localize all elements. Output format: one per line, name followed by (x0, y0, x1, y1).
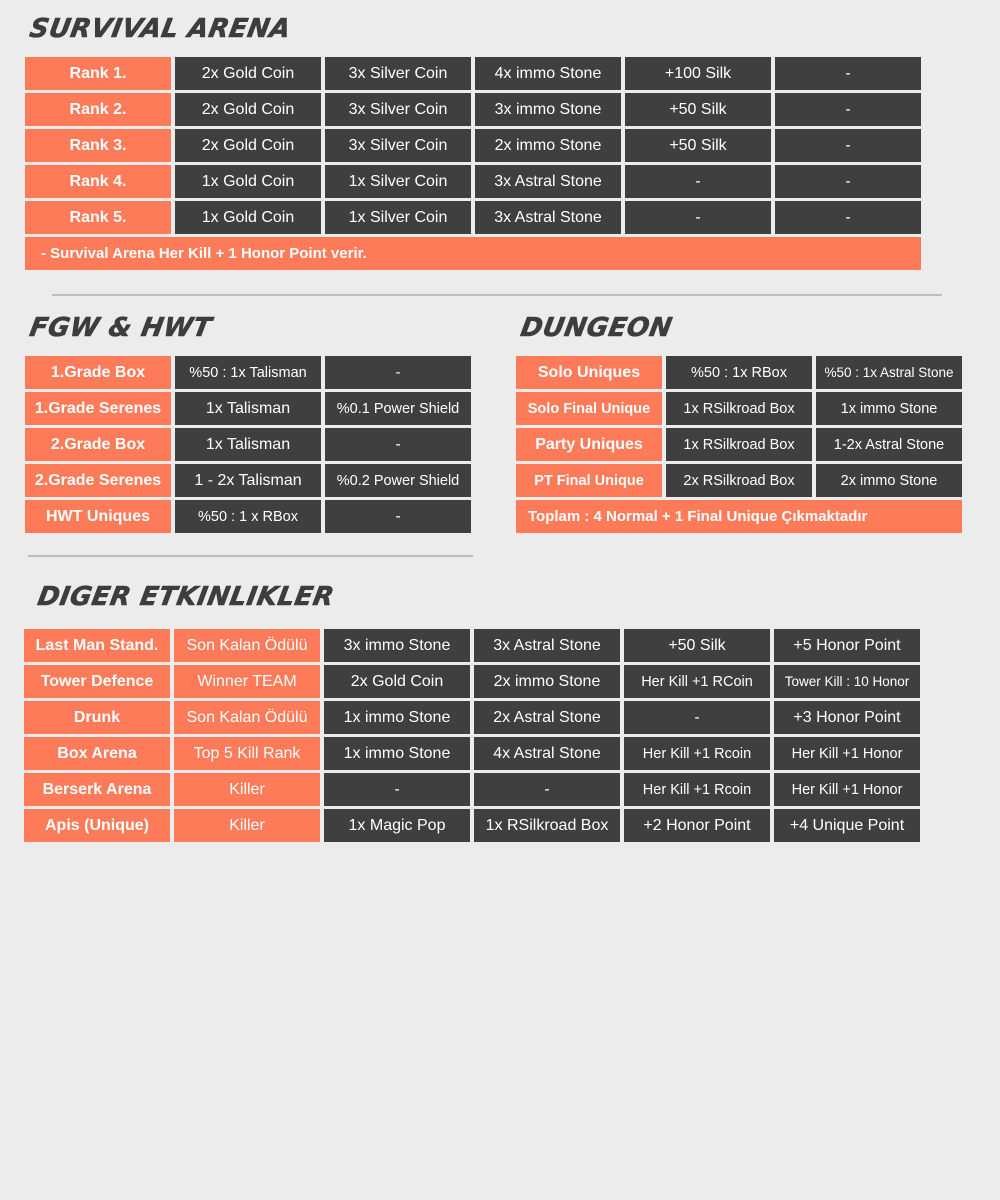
fgw-drop-chance: %50 : 1 x RBox (175, 500, 321, 533)
event-reward-3: Her Kill +1 RCoin (624, 665, 770, 698)
event-reward-1: - (324, 773, 470, 806)
reward-silver-coin: 3x Silver Coin (325, 129, 471, 162)
fgw-drop-extra: - (325, 356, 471, 389)
event-row-box-arena (24, 737, 924, 770)
dungeon-row (516, 356, 966, 389)
fgw-hwt-title: FGW & HWT (27, 313, 214, 343)
reward-stone: 3x immo Stone (475, 93, 621, 126)
reward-gold-coin: 2x Gold Coin (175, 57, 321, 90)
dungeon-table (516, 356, 966, 533)
reward-silk: +50 Silk (625, 93, 771, 126)
reward-extra: - (775, 165, 921, 198)
survival-rank-3-row (25, 129, 925, 162)
dungeon-row (516, 464, 966, 497)
dungeon-unique-label: Solo Final Unique (516, 392, 662, 425)
rank-label: Rank 5. (25, 201, 171, 234)
dungeon-drop-2: 1x immo Stone (816, 392, 962, 425)
dungeon-row (516, 428, 966, 461)
event-reward-4: +4 Unique Point (774, 809, 920, 842)
reward-gold-coin: 2x Gold Coin (175, 129, 321, 162)
event-condition: Son Kalan Ödülü (174, 629, 320, 662)
event-row-last-man-stand (24, 629, 924, 662)
event-reward-1: 1x immo Stone (324, 701, 470, 734)
survival-rank-1-row (25, 57, 925, 90)
event-reward-1: 3x immo Stone (324, 629, 470, 662)
reward-stone: 3x Astral Stone (475, 165, 621, 198)
reward-stone: 3x Astral Stone (475, 201, 621, 234)
reward-silk: +100 Silk (625, 57, 771, 90)
reward-silk: +50 Silk (625, 129, 771, 162)
event-row-tower-defence (24, 665, 924, 698)
event-reward-4: +3 Honor Point (774, 701, 920, 734)
reward-gold-coin: 1x Gold Coin (175, 201, 321, 234)
survival-arena-table (25, 57, 925, 270)
dungeon-drop-2: %50 : 1x Astral Stone (816, 356, 962, 389)
reward-gold-coin: 2x Gold Coin (175, 93, 321, 126)
reward-silver-coin: 3x Silver Coin (325, 93, 471, 126)
fgw-row (25, 356, 475, 389)
event-condition: Top 5 Kill Rank (174, 737, 320, 770)
event-condition: Son Kalan Ödülü (174, 701, 320, 734)
event-reward-3: Her Kill +1 Rcoin (624, 737, 770, 770)
dungeon-drop-1: 1x RSilkroad Box (666, 392, 812, 425)
reward-extra: - (775, 201, 921, 234)
fgw-drop-extra: %0.1 Power Shield (325, 392, 471, 425)
event-reward-4: Her Kill +1 Honor (774, 773, 920, 806)
event-reward-1: 1x immo Stone (324, 737, 470, 770)
fgw-item-label: HWT Uniques (25, 500, 171, 533)
event-name: Last Man Stand. (24, 629, 170, 662)
dungeon-total-note: Toplam : 4 Normal + 1 Final Unique Çıkmaktadır (516, 500, 962, 533)
dungeon-drop-1: 2x RSilkroad Box (666, 464, 812, 497)
dungeon-drop-2: 1-2x Astral Stone (816, 428, 962, 461)
reward-silver-coin: 1x Silver Coin (325, 165, 471, 198)
fgw-drop-chance: %50 : 1x Talisman (175, 356, 321, 389)
reward-silk: - (625, 165, 771, 198)
event-reward-3: +2 Honor Point (624, 809, 770, 842)
fgw-row (25, 464, 475, 497)
section-divider (28, 555, 473, 557)
reward-extra: - (775, 129, 921, 162)
event-row-drunk (24, 701, 924, 734)
dungeon-drop-2: 2x immo Stone (816, 464, 962, 497)
dungeon-drop-1: %50 : 1x RBox (666, 356, 812, 389)
event-reward-2: - (474, 773, 620, 806)
fgw-item-label: 2.Grade Serenes (25, 464, 171, 497)
event-row-berserk-arena (24, 773, 924, 806)
event-reward-1: 2x Gold Coin (324, 665, 470, 698)
fgw-drop-chance: 1x Talisman (175, 428, 321, 461)
event-reward-2: 2x immo Stone (474, 665, 620, 698)
survival-rank-2-row (25, 93, 925, 126)
survival-rank-5-row (25, 201, 925, 234)
reward-silk: - (625, 201, 771, 234)
fgw-row (25, 428, 475, 461)
dungeon-drop-1: 1x RSilkroad Box (666, 428, 812, 461)
fgw-item-label: 1.Grade Serenes (25, 392, 171, 425)
event-reward-2: 2x Astral Stone (474, 701, 620, 734)
event-reward-4: +5 Honor Point (774, 629, 920, 662)
event-name: Tower Defence (24, 665, 170, 698)
reward-stone: 2x immo Stone (475, 129, 621, 162)
event-condition: Winner TEAM (174, 665, 320, 698)
other-events-title: DIGER ETKINLIKLER (35, 582, 337, 612)
fgw-drop-extra: - (325, 500, 471, 533)
event-reward-4: Tower Kill : 10 Honor (774, 665, 920, 698)
fgw-drop-extra: %0.2 Power Shield (325, 464, 471, 497)
event-name: Drunk (24, 701, 170, 734)
event-name: Apis (Unique) (24, 809, 170, 842)
fgw-row (25, 392, 475, 425)
reward-extra: - (775, 57, 921, 90)
event-reward-3: +50 Silk (624, 629, 770, 662)
event-row-apis-unique (24, 809, 924, 842)
event-name: Box Arena (24, 737, 170, 770)
other-events-table (24, 629, 924, 845)
event-reward-3: Her Kill +1 Rcoin (624, 773, 770, 806)
reward-stone: 4x immo Stone (475, 57, 621, 90)
event-reward-3: - (624, 701, 770, 734)
survival-arena-note: - Survival Arena Her Kill + 1 Honor Point verir. (25, 237, 921, 270)
event-reward-2: 1x RSilkroad Box (474, 809, 620, 842)
reward-gold-coin: 1x Gold Coin (175, 165, 321, 198)
event-reward-2: 3x Astral Stone (474, 629, 620, 662)
reward-silver-coin: 3x Silver Coin (325, 57, 471, 90)
event-reward-4: Her Kill +1 Honor (774, 737, 920, 770)
reward-silver-coin: 1x Silver Coin (325, 201, 471, 234)
fgw-item-label: 2.Grade Box (25, 428, 171, 461)
rank-label: Rank 2. (25, 93, 171, 126)
fgw-hwt-table (25, 356, 475, 536)
event-name: Berserk Arena (24, 773, 170, 806)
event-reward-2: 4x Astral Stone (474, 737, 620, 770)
dungeon-title: DUNGEON (518, 313, 675, 343)
dungeon-unique-label: PT Final Unique (516, 464, 662, 497)
fgw-drop-extra: - (325, 428, 471, 461)
rank-label: Rank 4. (25, 165, 171, 198)
dungeon-row (516, 392, 966, 425)
fgw-row (25, 500, 475, 533)
dungeon-unique-label: Solo Uniques (516, 356, 662, 389)
dungeon-unique-label: Party Uniques (516, 428, 662, 461)
survival-rank-4-row (25, 165, 925, 198)
fgw-item-label: 1.Grade Box (25, 356, 171, 389)
event-reward-1: 1x Magic Pop (324, 809, 470, 842)
fgw-drop-chance: 1 - 2x Talisman (175, 464, 321, 497)
rank-label: Rank 1. (25, 57, 171, 90)
section-divider (52, 294, 942, 296)
event-condition: Killer (174, 809, 320, 842)
rank-label: Rank 3. (25, 129, 171, 162)
event-condition: Killer (174, 773, 320, 806)
fgw-drop-chance: 1x Talisman (175, 392, 321, 425)
survival-arena-title: SURVIVAL ARENA (27, 14, 294, 44)
reward-extra: - (775, 93, 921, 126)
